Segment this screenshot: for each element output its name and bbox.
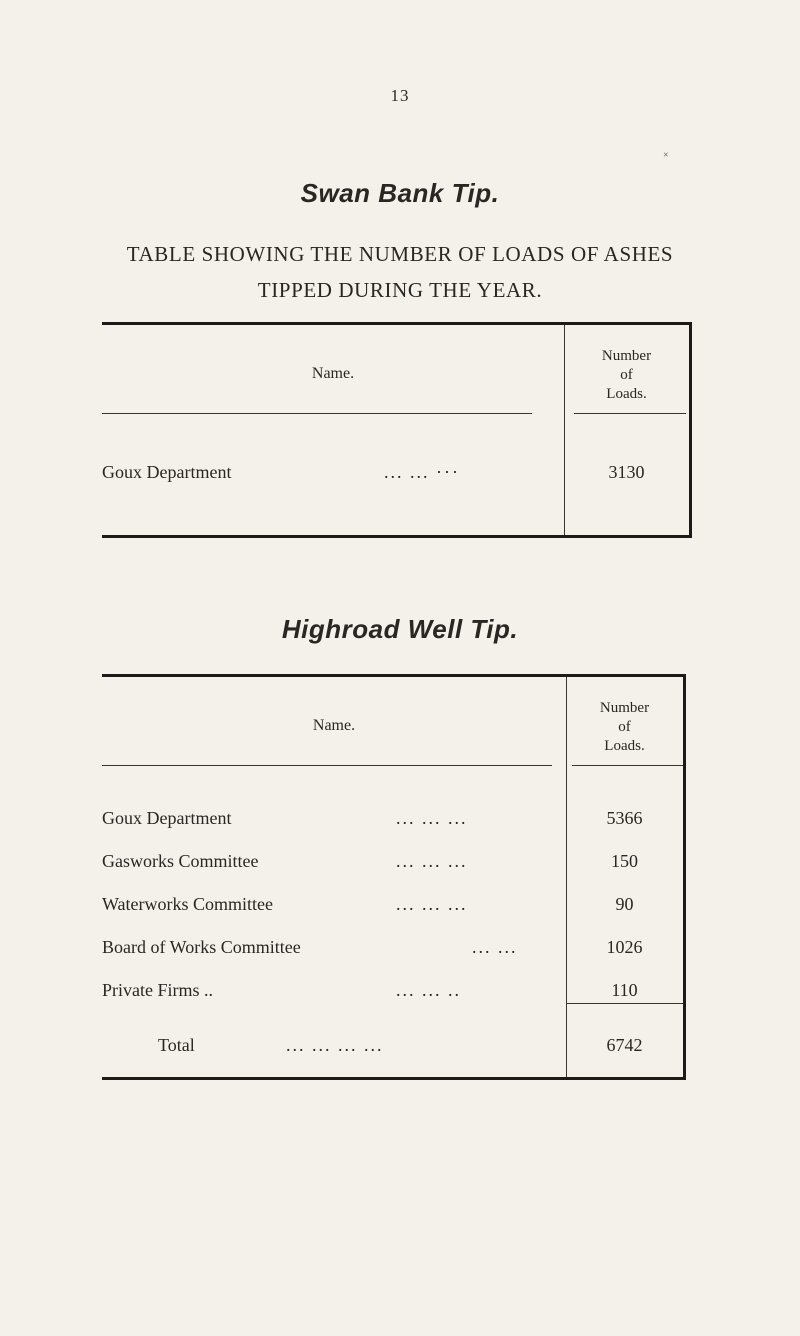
header-number-line: of <box>618 719 631 735</box>
header-number-of-loads <box>564 347 689 404</box>
corner-mark: × <box>663 150 669 161</box>
table-row <box>102 462 689 488</box>
header-number-line: of <box>620 367 633 383</box>
header-number-line: Number <box>599 700 650 716</box>
row-leader-dots: ... ... ... <box>396 894 468 914</box>
row-name: Waterworks Committee <box>102 894 274 914</box>
row-loads: 110 <box>611 980 638 1000</box>
row-loads: 1026 <box>606 937 643 957</box>
table-caption <box>0 236 800 308</box>
page-number: 13 <box>390 86 410 105</box>
row-leader-dots: ... ... <box>472 937 518 957</box>
header-number-line: Loads. <box>604 738 645 754</box>
header-number-line: Number <box>601 348 652 364</box>
header-rule <box>572 765 683 766</box>
caption-line-1: TABLE SHOWING THE NUMBER OF LOADS OF ASHES <box>126 242 674 266</box>
total-leader-dots: ... ... ... ... <box>286 1035 384 1055</box>
row-loads: 90 <box>615 894 634 914</box>
row-name: Board of Works Committee <box>102 937 301 957</box>
header-name: Name. <box>311 365 355 382</box>
row-leader-dots: ... ... ... <box>396 808 468 828</box>
swan-bank-table <box>102 322 692 538</box>
header-rule <box>574 413 686 414</box>
header-number-of-loads <box>566 699 683 756</box>
total-label: Total <box>158 1035 195 1055</box>
header-name: Name. <box>312 717 356 734</box>
row-name: Private Firms .. <box>102 980 213 1000</box>
row-leader-dots: ... ... .. <box>396 980 461 1000</box>
table-row <box>102 808 683 834</box>
row-loads: 3130 <box>608 462 645 482</box>
row-loads: 5366 <box>606 808 643 828</box>
table-row <box>102 851 683 877</box>
row-name: Gasworks Committee <box>102 851 259 871</box>
row-name: Goux Department <box>102 462 232 482</box>
swan-bank-title: Swan Bank Tip. <box>300 178 500 208</box>
caption-line-2: TIPPED DURING THE YEAR. <box>257 278 543 302</box>
total-loads: 6742 <box>606 1035 643 1055</box>
row-loads: 150 <box>611 851 638 871</box>
row-leader-dots: ... ... ··· <box>384 462 460 482</box>
header-rule <box>102 413 532 414</box>
highroad-well-table <box>102 674 686 1080</box>
table-row <box>102 937 683 963</box>
row-leader-dots: ... ... ... <box>396 851 468 871</box>
table-row <box>102 894 683 920</box>
table-row <box>102 980 683 1006</box>
row-name: Goux Department <box>102 808 232 828</box>
total-row <box>102 1035 683 1061</box>
header-rule <box>102 765 552 766</box>
highroad-well-title: Highroad Well Tip. <box>281 614 519 644</box>
header-number-line: Loads. <box>606 386 647 402</box>
